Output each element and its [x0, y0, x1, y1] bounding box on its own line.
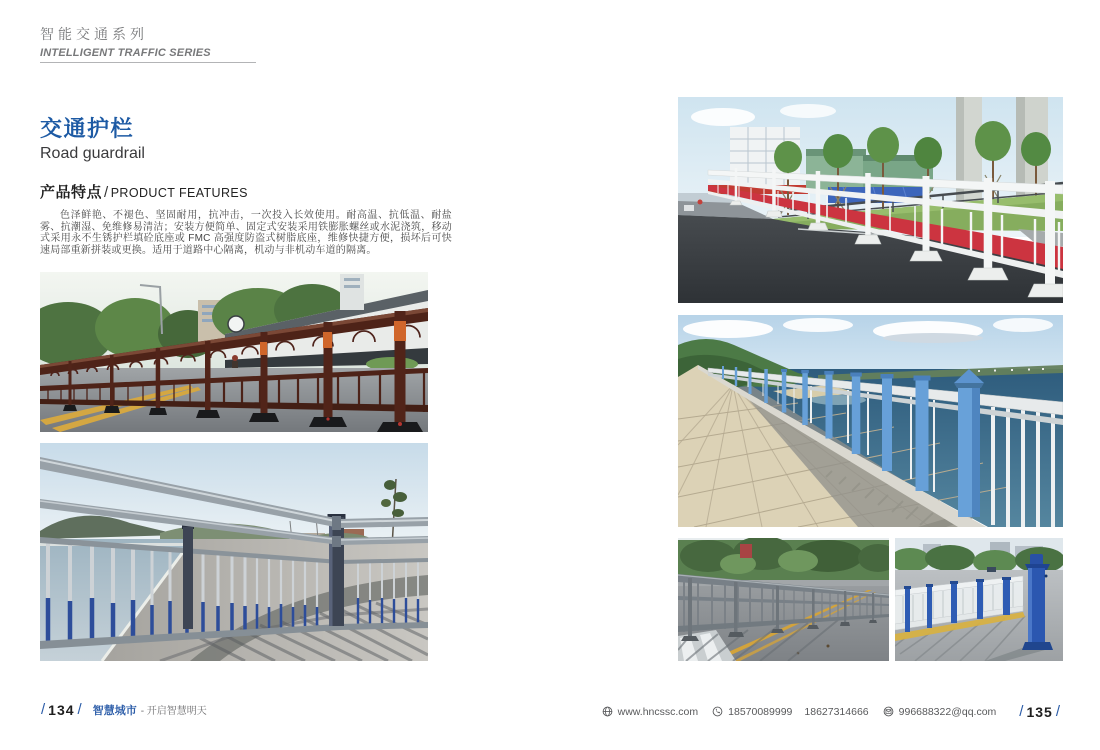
email-item: [883, 706, 997, 718]
phone-icon: [712, 706, 723, 717]
photo-seaside-guardrail-illustration: [678, 315, 1063, 527]
email-text: 996688322@qq.com: [898, 705, 997, 718]
photo-white-panel-guardrail-illustration: [895, 538, 1063, 661]
photo-riverside-guardrail-illustration: [40, 443, 428, 661]
page-number-slash-close: /: [77, 701, 82, 718]
product-title-en: Road guardrail: [40, 145, 145, 162]
series-title-cn: 智能交通系列: [40, 26, 148, 42]
page-number-right-slash-close: /: [1055, 703, 1060, 720]
page-number-slash-open: /: [41, 701, 46, 718]
phone-number-2: 18627314666: [804, 705, 869, 718]
product-title-cn: 交通护栏: [40, 116, 135, 141]
features-heading-cn: 产品特点: [40, 184, 103, 201]
features-heading: [40, 181, 452, 202]
photo-seaside-bridge-guardrail: [678, 315, 1063, 527]
features-paragraph: 色泽鲜艳、不褪色、坚固耐用，抗冲击，一次投入长效使用。耐高温、抗低温、耐盐雾、抗潮湿、免维修易清洁；安装方便简单、固定式安装采用铁膨胀螺丝或水泥浇筑，移动式采用永不生锈护栏填砼底座或 FMC 高强度防盗式树脂底座，维修快捷方便，损坏后可快速局部重新拼装或更换。适用于道路中心隔离，机动与非机动车道的隔离。: [40, 210, 452, 256]
photo-riverside-bridge-guardrail: [40, 443, 428, 661]
photo-white-panel-guardrail: [895, 538, 1063, 661]
phone-number-1: 18570089999: [728, 705, 793, 718]
photo-gray-guardrail-illustration: [678, 538, 889, 661]
series-header: [40, 24, 256, 63]
features-heading-en: PRODUCT FEATURES: [110, 186, 248, 200]
website-item: [602, 706, 699, 718]
photo-white-red-median-guardrail: [678, 97, 1063, 303]
photo-red-white-guardrail-illustration: [678, 97, 1063, 303]
series-title-en: INTELLIGENT TRAFFIC SERIES: [40, 47, 211, 59]
features-heading-separator: /: [104, 184, 109, 201]
photo-gray-road-guardrail: [678, 538, 889, 661]
page-number-right-slash-open: /: [1019, 703, 1024, 720]
page-number-left: 134: [48, 701, 75, 718]
features-section: [40, 181, 452, 256]
brand-tagline: - 开启智慧明天: [140, 706, 207, 717]
footer-right: [602, 703, 1063, 720]
mail-icon: [883, 706, 894, 717]
brand-name: 智慧城市: [92, 704, 137, 717]
photo-brown-median-guardrail: [40, 272, 428, 432]
photo-brown-guardrail-illustration: [40, 272, 428, 432]
product-title: [40, 112, 145, 163]
footer-left: [38, 701, 207, 718]
page-number-right-group: [1016, 703, 1063, 720]
phone-item: [712, 706, 869, 718]
globe-icon: [602, 706, 613, 717]
website-text: www.hncssc.com: [617, 705, 699, 718]
header-underline: [40, 62, 256, 63]
page-number-right: 135: [1026, 703, 1053, 720]
